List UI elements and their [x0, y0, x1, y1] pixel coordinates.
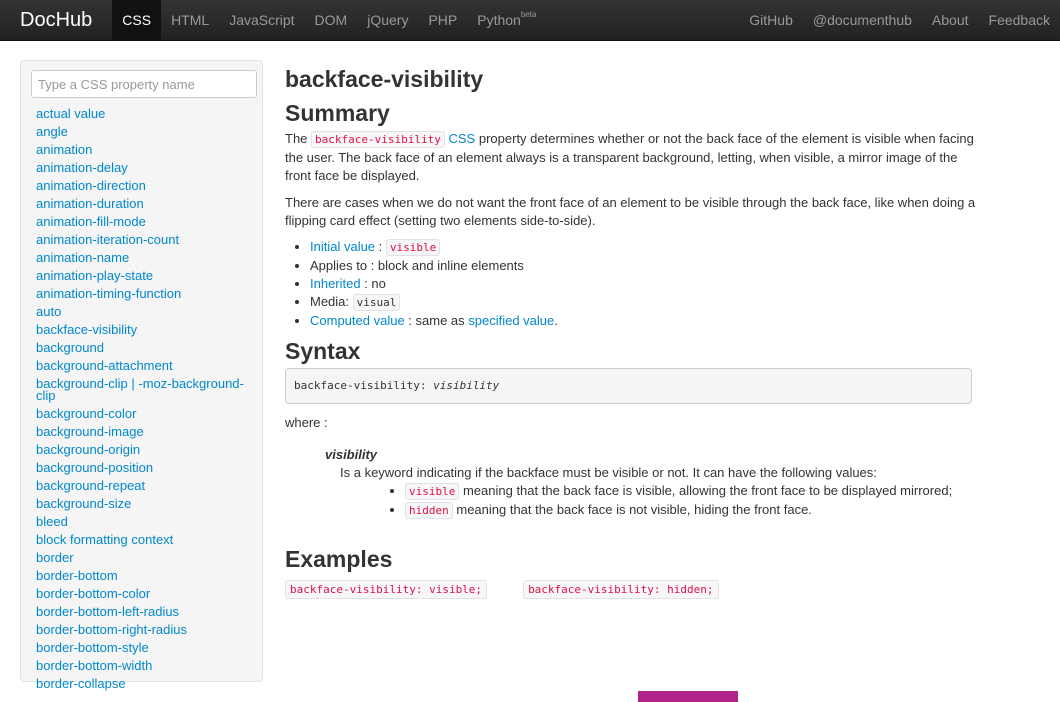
- examples-list: [285, 580, 985, 599]
- sidebar-list-item: [36, 405, 256, 423]
- value-description: [340, 464, 985, 520]
- sidebar-list-item: [36, 375, 256, 405]
- tab-html[interactable]: HTML: [171, 12, 210, 28]
- property-link[interactable]: border-bottom: [36, 568, 118, 583]
- beta-badge: beta: [520, 10, 537, 19]
- property-link[interactable]: animation-fill-mode: [36, 214, 146, 229]
- sidebar-list-item: [36, 675, 256, 693]
- property-link[interactable]: border-bottom-right-radius: [36, 622, 188, 637]
- value-option-hidden: [405, 501, 985, 520]
- sidebar-list-item: [36, 141, 256, 159]
- syntax-param: visibility: [433, 379, 500, 392]
- property-link[interactable]: background-origin: [36, 442, 141, 457]
- language-tabs: [112, 0, 546, 40]
- syntax-block: [285, 368, 972, 404]
- sidebar-list-item: [36, 621, 256, 639]
- fact-sep: :: [375, 239, 386, 254]
- feedback-tab-bar[interactable]: [638, 691, 738, 702]
- property-link[interactable]: background-attachment: [36, 358, 173, 373]
- property-link[interactable]: animation-play-state: [36, 268, 154, 283]
- twitter-link[interactable]: @documenthub: [812, 12, 912, 28]
- github-link[interactable]: GitHub: [749, 12, 793, 28]
- sidebar-list-item: [36, 213, 256, 231]
- syntax-prefix: backface-visibility:: [294, 379, 434, 392]
- media-code: visual: [353, 294, 401, 311]
- summary-prefix: The: [285, 131, 308, 146]
- tab-python[interactable]: [467, 0, 546, 40]
- summary-heading: Summary: [285, 100, 390, 126]
- fact-inherited: [310, 275, 985, 293]
- inherited-link[interactable]: Inherited: [310, 276, 361, 291]
- fact-applies-to: • Applies to : block and inline elements: [310, 257, 985, 275]
- about-link[interactable]: About: [931, 12, 969, 28]
- tab-jquery[interactable]: jQuery: [367, 12, 409, 28]
- property-link[interactable]: background-color: [36, 406, 137, 421]
- property-link[interactable]: angle: [36, 124, 68, 139]
- sidebar-list-item: [36, 477, 256, 495]
- top-navbar: [0, 0, 1060, 41]
- property-link[interactable]: animation-direction: [36, 178, 146, 193]
- value-desc-text: Is a keyword indicating if the backface must be visible or not. It can have the following values:: [340, 465, 877, 480]
- specified-value-link[interactable]: specified value: [468, 313, 555, 328]
- value-code: visible: [405, 483, 459, 500]
- value-text: meaning that the back face is visible, allowing the front face to be displayed mirrored;: [459, 483, 953, 498]
- initial-value-link[interactable]: Initial value: [310, 239, 376, 254]
- property-link[interactable]: background: [36, 340, 104, 355]
- summary-text: property determines whether or not the back face of the element is visible when facing the user. The back face of an element always is a transparent background, letting, when visible, a mirror image of the front face be displayed.: [285, 131, 974, 183]
- property-link[interactable]: border: [36, 550, 74, 565]
- sidebar-list-item: [36, 177, 256, 195]
- property-search-input[interactable]: [31, 70, 257, 98]
- sidebar-list-item: [36, 585, 256, 603]
- initial-value-code: visible: [386, 239, 440, 256]
- property-sidebar: [20, 60, 263, 691]
- examples-heading: Examples: [285, 546, 393, 572]
- sidebar-list-item: [36, 441, 256, 459]
- tab-python-label: Python: [477, 12, 521, 28]
- tab-javascript[interactable]: JavaScript: [229, 12, 295, 28]
- property-link[interactable]: background-size: [36, 496, 132, 511]
- computed-text: : same as: [404, 313, 469, 328]
- media-label: Media:: [310, 294, 353, 309]
- property-link[interactable]: animation-delay: [36, 160, 128, 175]
- fact-initial-value: [310, 238, 985, 257]
- property-facts: [285, 238, 985, 330]
- fact-media: [310, 293, 985, 312]
- sidebar-list-item: [36, 423, 256, 441]
- sidebar-list-item: [36, 303, 256, 321]
- fact-computed-value: [310, 312, 985, 330]
- property-link[interactable]: background-image: [36, 424, 144, 439]
- sidebar-list-item: [36, 159, 256, 177]
- sidebar-list-item: [36, 321, 256, 339]
- syntax-heading: Syntax: [285, 338, 361, 364]
- property-list: [36, 105, 256, 693]
- value-text: meaning that the back face is not visible, hiding the front face.: [452, 502, 812, 517]
- property-link[interactable]: border-bottom-left-radius: [36, 604, 180, 619]
- sidebar-list-item: [36, 267, 256, 285]
- inherited-value: : no: [360, 276, 386, 291]
- sidebar-list-item: [36, 495, 256, 513]
- external-links: [739, 0, 1060, 40]
- brand-logo[interactable]: DocHub: [20, 9, 93, 31]
- css-link[interactable]: CSS: [448, 131, 476, 146]
- sidebar-list-item: [36, 195, 256, 213]
- tab-dom[interactable]: DOM: [314, 12, 348, 28]
- sidebar-list-item: [36, 657, 256, 675]
- tab-css[interactable]: CSS: [112, 0, 161, 40]
- property-link[interactable]: auto: [36, 304, 62, 319]
- property-link[interactable]: animation-iteration-count: [36, 232, 180, 247]
- sidebar-list-item: [36, 639, 256, 657]
- where-text: where :: [285, 415, 328, 430]
- tab-php[interactable]: PHP: [428, 12, 458, 28]
- property-link[interactable]: actual value: [36, 106, 106, 121]
- value-code: hidden: [405, 502, 453, 519]
- sidebar-list-item: [36, 339, 256, 357]
- property-link[interactable]: animation-duration: [36, 196, 144, 211]
- summary-paragraph-1: [285, 130, 985, 185]
- property-link[interactable]: animation-timing-function: [36, 286, 182, 301]
- example-hidden[interactable]: backface-visibility: hidden;: [523, 580, 718, 599]
- sidebar-list-item: [36, 357, 256, 375]
- sidebar-list-item: [36, 549, 256, 567]
- summary-paragraph-2: There are cases when we do not want the front face of an element to be visible through the back face, like when doing a flipping card effect (setting two elements side-to-side).: [285, 195, 976, 228]
- property-link[interactable]: border-bottom-style: [36, 640, 149, 655]
- property-link[interactable]: animation-name: [36, 250, 130, 265]
- property-link[interactable]: animation: [36, 142, 93, 157]
- sidebar-list-item: [36, 249, 256, 267]
- property-link[interactable]: border-bottom-width: [36, 658, 153, 673]
- sidebar-list-item: [36, 603, 256, 621]
- value-term: visibility: [325, 447, 378, 462]
- property-link[interactable]: background-repeat: [36, 478, 146, 493]
- property-link[interactable]: backface-visibility: [36, 322, 138, 337]
- property-link[interactable]: block formatting context: [36, 532, 174, 547]
- feedback-link[interactable]: Feedback: [988, 12, 1050, 28]
- sidebar-list-item: [36, 567, 256, 585]
- sidebar-list-item: [36, 123, 256, 141]
- value-option-visible: [405, 482, 985, 501]
- sidebar-list-item: [36, 513, 256, 531]
- sidebar-list-item: [36, 285, 256, 303]
- value-options: [340, 482, 985, 520]
- property-link[interactable]: bleed: [36, 514, 68, 529]
- computed-value-link[interactable]: Computed value: [310, 313, 405, 328]
- property-link[interactable]: background-position: [36, 460, 154, 475]
- page-title: backface-visibility: [285, 66, 484, 92]
- property-link[interactable]: border-bottom-color: [36, 586, 151, 601]
- computed-end: .: [554, 313, 558, 328]
- example-visible[interactable]: backface-visibility: visible;: [285, 580, 487, 599]
- values-definition: [285, 446, 985, 520]
- sidebar-list-item: [36, 231, 256, 249]
- property-code: backface-visibility: [311, 131, 445, 148]
- property-link[interactable]: background-clip | -moz-background-clip: [36, 376, 244, 403]
- sidebar-list-item: [36, 105, 256, 123]
- sidebar-list-item: [36, 531, 256, 549]
- property-link[interactable]: border-collapse: [36, 676, 126, 691]
- sidebar-list-item: [36, 459, 256, 477]
- main-content: [285, 62, 985, 599]
